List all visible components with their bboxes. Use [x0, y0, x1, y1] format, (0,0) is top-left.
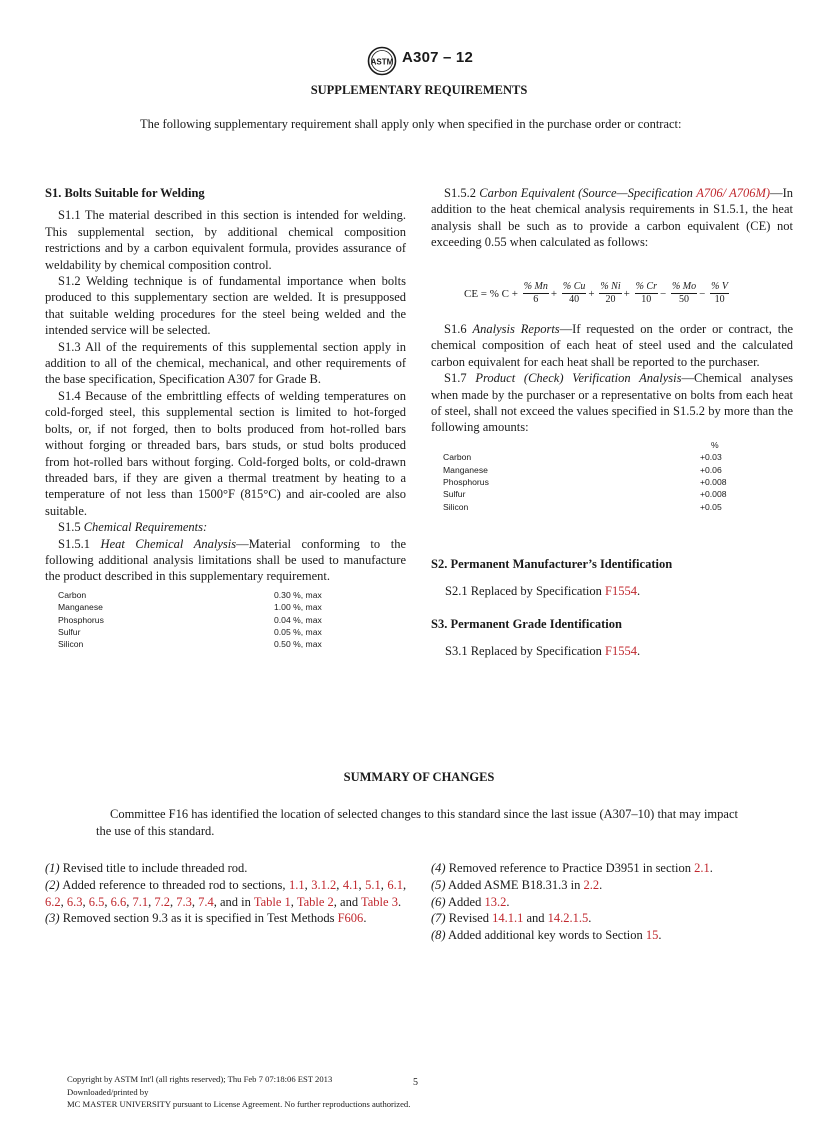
changes-right-column [431, 860, 793, 944]
table-row: Phosphorus +0.008 [443, 477, 727, 488]
table-3-link[interactable]: Table 3 [361, 894, 398, 909]
s1-5-2-paragraph: S1.5.2 Carbon Equivalent (Source—Specification A706/ A706M)—In addition to the heat chemical analysis requirements in S1.5.1, the heat analysis shall be such as to provide a carbon equivalent (CE) not exceeding 0.55 when calculated as follows: [431, 186, 794, 250]
f606-link[interactable]: F606 [337, 911, 364, 926]
section-link[interactable]: 5.1 [365, 877, 381, 892]
s2-1-paragraph: S2.1 Replaced by Specification F1554. [445, 584, 641, 598]
change-1: (1) Revised title to include threaded rod. [45, 861, 248, 875]
summary-title: SUMMARY OF CHANGES [343, 770, 495, 784]
table-header-row: % [711, 439, 719, 450]
check-analysis-table [443, 439, 793, 513]
table-row: Silicon +0.05 [443, 501, 722, 512]
s2-heading: S2. Permanent Manufacturer’s Identification [431, 557, 673, 571]
change-7: (7) Revised 14.1.1 and 14.2.1.5. [431, 911, 592, 926]
table-row: Carbon +0.03 [443, 452, 722, 463]
change-2: (2) Added reference to threaded rod to sections, 1.1, 3.1.2, 4.1, 5.1, 6.1, 6.2, 6.3, 6.5, 6.6, 7.1, 7.2, 7.3, 7.4, and in Table 1, Table 2, and Table 3. [45, 877, 407, 909]
table-row: Sulfur +0.008 [443, 489, 727, 500]
section-link[interactable]: 2.2 [583, 877, 600, 892]
section-link[interactable]: 6.5 [88, 894, 105, 909]
table-2-link[interactable]: Table 2 [296, 894, 334, 909]
s1-5-paragraph: S1.5 Chemical Requirements: [58, 520, 208, 535]
changes-left-column [45, 860, 406, 927]
table-row: Silicon 0.50 %, max [58, 639, 322, 650]
formula-term: $\frac{\% Mn}{6}$ [523, 281, 548, 305]
section-link[interactable]: 7.2 [154, 894, 170, 909]
copyright-footer [67, 1073, 410, 1111]
s1-7-paragraph: S1.7 Product (Check) Verification Analysis—Chemical analyses when made by the purchaser or a representative on bolts from each heat of steel, shall not exceed the values specified in S1.5.2 by more than the following amounts: [431, 371, 794, 435]
formula-term: $\frac{\% V}{10}$ [711, 281, 729, 305]
s3-heading: S3. Permanent Grade Identification [431, 617, 622, 631]
logo-text: ASTM [370, 57, 394, 67]
footer-line: MC MASTER UNIVERSITY pursuant to License Agreement. No further reproductions authorized. [67, 1099, 411, 1110]
s1-3-paragraph: S1.3 All of the requirements of this supplemental section apply in addition to all of the chemical, mechanical, and other requirements of the base specification, Specification A307 for Grade B. [45, 339, 406, 387]
s1-4-paragraph: S1.4 Because of the embrittling effects of welding temperatures on cold-forged steel, this supplemental section is limited to hot-forged bolts, or, if not forged, then to bolts produced from hot-rolled bars without forging or threaded bars, bars studs, or stud bolts produced from hot-rolled bars without forging. Cold-forged bolts, or cold-drawn threaded bars, if they are given a thermal treatment by heating to a temperature of not less than 1500°F (815°C) and air-cooled are also suitable. [45, 388, 406, 518]
document-id: A307 – 12 [402, 49, 474, 66]
right-column [431, 185, 793, 251]
formula-term: $\frac{\% Cr}{10}$ [635, 281, 657, 305]
section-link[interactable]: 7.3 [176, 894, 192, 909]
f1554-link[interactable]: F1554 [605, 584, 637, 598]
left-column [45, 185, 406, 651]
s1-2-paragraph: S1.2 Welding technique is of fundamental importance when bolts produced to this supplementary section are welded. It is presupposed that suitable welding procedures for the steel being welded and the intended service will be selected. [45, 274, 406, 338]
section-link[interactable]: 6.6 [110, 894, 127, 909]
section-link[interactable]: 13.2 [484, 894, 507, 909]
page-number: 5 [413, 1077, 418, 1088]
section-link[interactable]: 7.1 [132, 894, 149, 909]
section-link[interactable]: 2.1 [694, 861, 710, 875]
change-3: (3) Removed section 9.3 as it is specified in Test Methods F606. [45, 911, 367, 926]
heat-analysis-table [58, 589, 406, 651]
a706-link[interactable]: A706/ A706M) [696, 186, 771, 200]
footer-line: Downloaded/printed by [67, 1086, 149, 1097]
section-link[interactable]: 14.1.1 [492, 911, 524, 926]
section-link[interactable]: 6.2 [45, 894, 61, 909]
summary-intro: Committee F16 has identified the location of selected changes to this standard since the last issue (A307–10) that may impact the use of this standard. [96, 807, 738, 838]
section-link[interactable]: 15 [645, 928, 659, 943]
carbon-equivalent-formula: CE = % C + $\frac{\% Mn}{6}$ + $\frac{\% Cu}{40}$ + $\frac{\% Ni}{20}$ + $\frac{\% Cr}{10}$ − $\frac{\% Mo}{50}$ − $\frac{\% V}{10}$ [464, 281, 729, 305]
table-row: Sulfur 0.05 %, max [58, 626, 322, 637]
table-row: Manganese 1.00 %, max [58, 602, 322, 613]
f1554-link[interactable]: F1554 [605, 644, 637, 658]
change-6: (6) Added 13.2. [431, 894, 510, 909]
table-row: Carbon 0.30 %, max [58, 589, 322, 600]
change-5: (5) Added ASME B18.31.3 in 2.2. [431, 877, 603, 892]
right-column-lower [431, 321, 793, 513]
change-8: (8) Added additional key words to Section 15. [431, 928, 662, 943]
section-link[interactable]: 1.1 [289, 877, 305, 892]
section-link[interactable]: 7.4 [198, 894, 214, 909]
table-row: Manganese +0.06 [443, 464, 722, 475]
formula-term: $\frac{\% Mo}{50}$ [671, 281, 697, 305]
s1-6-paragraph: S1.6 Analysis Reports—If requested on the order or contract, the chemical composition of each heat of steel used and the calculated carbon equivalent for each heat shall be reported to the purchaser. [431, 322, 794, 369]
formula-term: $\frac{\% Cu}{40}$ [562, 281, 586, 305]
change-4: (4) Removed reference to Practice D3951 in section 2.1. [431, 861, 713, 875]
section-link[interactable]: 4.1 [342, 877, 359, 892]
s1-1-paragraph: S1.1 The material described in this section is intended for welding. This supplemental section, by additional chemical composition restrictions and by a carbon equivalent formula, provides assurance of weldability by chemical composition control. [45, 208, 406, 272]
footer-line: Copyright by ASTM Int'l (all rights reserved); Thu Feb 7 07:18:06 EST 2013 [67, 1074, 333, 1084]
astm-logo-icon [367, 46, 397, 76]
formula-term: $\frac{\% Ni}{20}$ [600, 281, 621, 305]
section-link[interactable]: 6.1 [387, 877, 403, 892]
section-link[interactable]: 6.3 [66, 894, 83, 909]
table-row: Phosphorus 0.04 %, max [58, 614, 322, 625]
s1-heading: S1. Bolts Suitable for Welding [45, 186, 205, 200]
section-link[interactable]: 14.2.1.5 [547, 911, 589, 926]
s1-5-1-paragraph: S1.5.1 Heat Chemical Analysis—Material conforming to the following additional analysis limitations shall be used to manufacture the product described in this supplementary requirement. [45, 536, 407, 584]
table-1-link[interactable]: Table 1 [253, 894, 291, 909]
supplementary-title: SUPPLEMENTARY REQUIREMENTS [310, 83, 528, 97]
section-link[interactable]: 3.1.2 [311, 877, 337, 892]
s3-1-paragraph: S3.1 Replaced by Specification F1554. [445, 644, 641, 658]
supplementary-intro: The following supplementary requirement shall apply only when specified in the purchase order or contract: [140, 117, 682, 131]
